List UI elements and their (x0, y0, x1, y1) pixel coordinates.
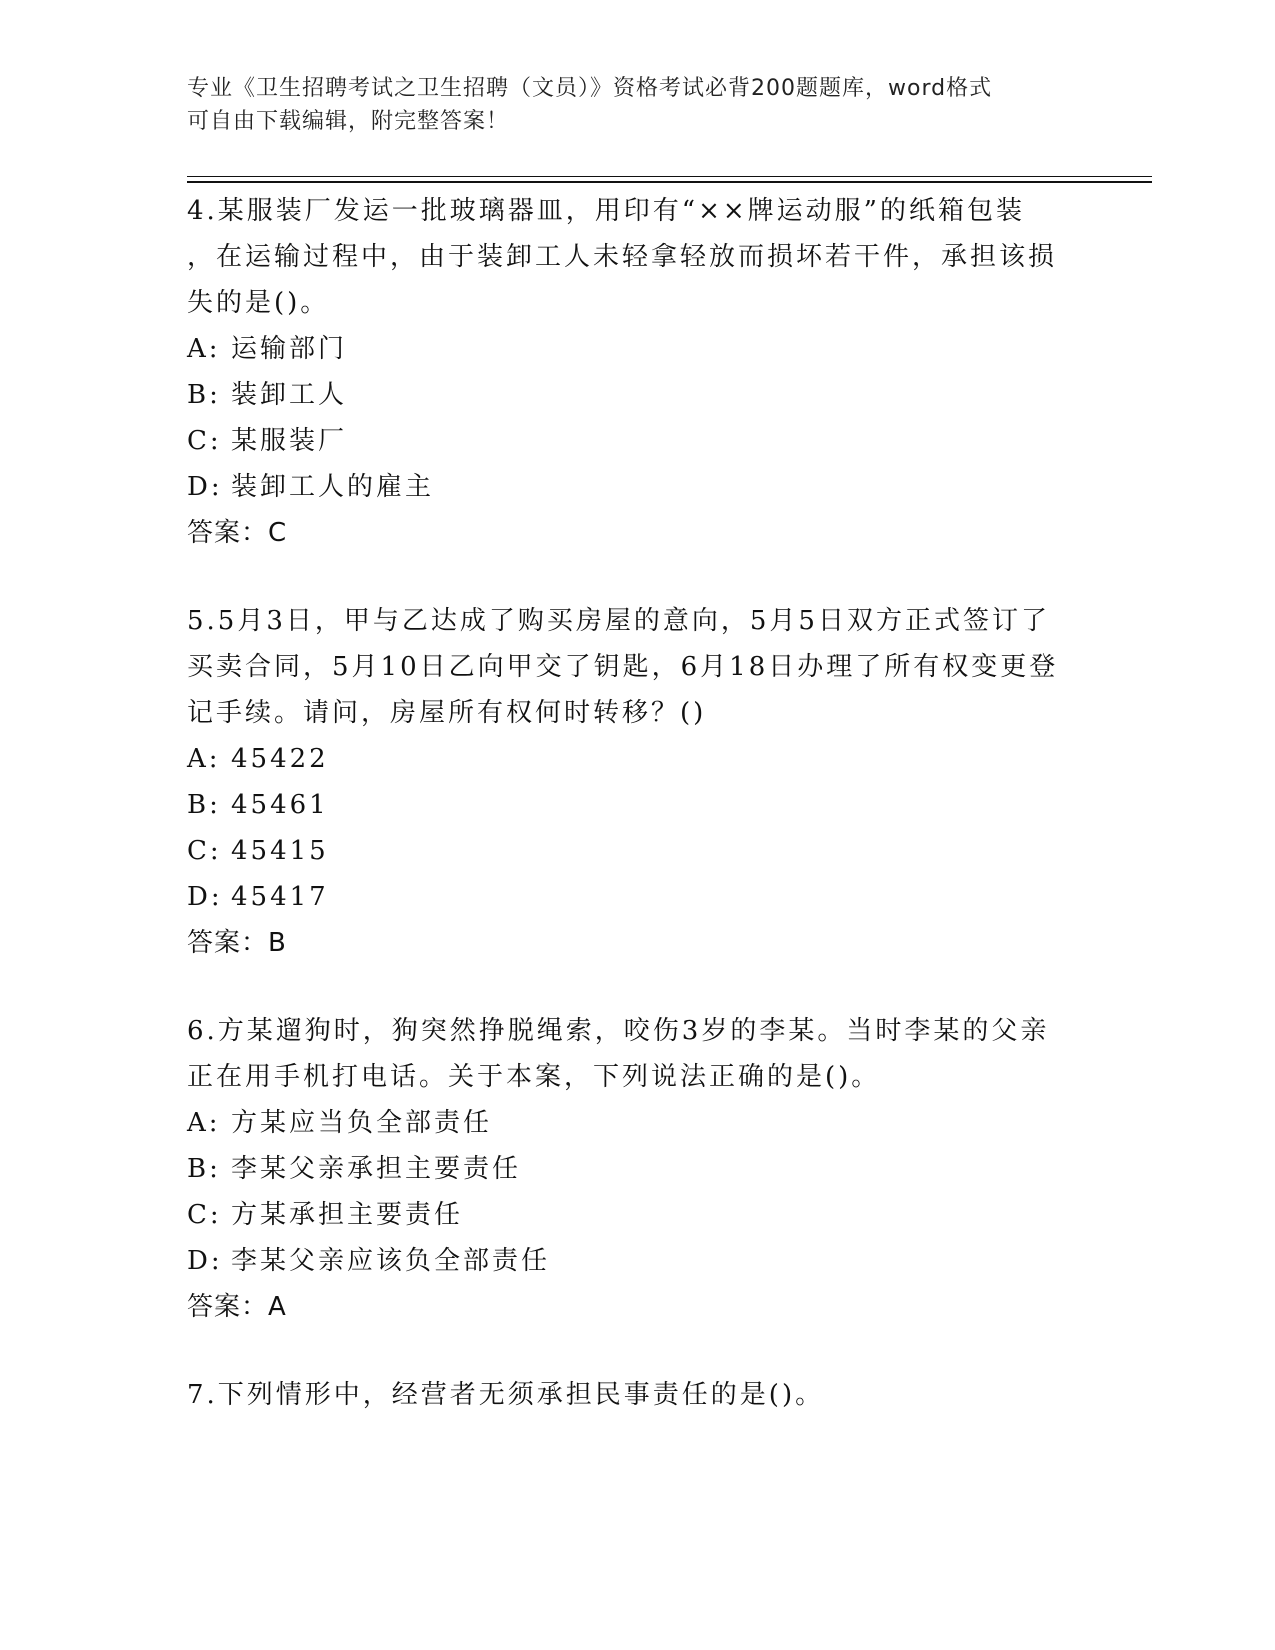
question-text-line: 4.某服装厂发运一批玻璃器皿，用印有“××牌运动服”的纸箱包装 (187, 196, 1025, 226)
question-text-line: 6.方某遛狗时，狗突然挣脱绳索，咬伤3岁的李某。当时李某的父亲 (187, 1016, 1050, 1046)
option-text: 45461 (231, 790, 329, 820)
option-text: 李某父亲承担主要责任 (231, 1154, 522, 1184)
option-b (187, 372, 1067, 418)
option-key: C: (187, 426, 222, 456)
option-key: C: (187, 1200, 222, 1230)
option-c (187, 418, 1067, 464)
option-text: 装卸工人的雇主 (231, 472, 435, 502)
question-text-line: 失的是()。 (187, 288, 330, 318)
option-b (187, 1146, 1067, 1192)
option-text: 装卸工人 (231, 380, 348, 410)
question-7 (187, 1372, 1067, 1418)
document-header (187, 72, 1067, 138)
option-d (187, 874, 1067, 920)
option-key: B: (187, 1154, 221, 1184)
option-key: B: (187, 790, 221, 820)
option-text: 45415 (231, 836, 329, 866)
option-text: 李某父亲应该负全部责任 (231, 1246, 551, 1276)
header-divider-thin (187, 176, 1152, 177)
question-4 (187, 188, 1067, 556)
option-key: D: (187, 882, 223, 912)
option-a (187, 736, 1067, 782)
option-a (187, 326, 1067, 372)
question-5 (187, 598, 1067, 966)
option-c (187, 828, 1067, 874)
question-text-line: 记手续。请问，房屋所有权何时转移？() (187, 698, 707, 728)
header-divider-thick (187, 181, 1152, 183)
option-key: C: (187, 836, 222, 866)
option-text: 方某应当负全部责任 (231, 1108, 493, 1138)
option-key: A: (187, 1108, 221, 1138)
answer-line: 答案：C (187, 518, 288, 548)
option-a (187, 1100, 1067, 1146)
answer-line: 答案：B (187, 928, 287, 958)
question-text-line: 正在用手机打电话。关于本案，下列说法正确的是()。 (187, 1062, 881, 1092)
option-text: 运输部门 (231, 334, 348, 364)
option-text: 方某承担主要责任 (231, 1200, 464, 1230)
option-text: 45422 (231, 744, 329, 774)
option-d (187, 1238, 1067, 1284)
header-title-line-2: 可自由下载编辑，附完整答案！ (187, 109, 510, 134)
option-key: A: (187, 334, 221, 364)
option-key: D: (187, 472, 223, 502)
option-b (187, 782, 1067, 828)
option-text: 某服装厂 (231, 426, 348, 456)
answer-line: 答案：A (187, 1292, 287, 1322)
option-c (187, 1192, 1067, 1238)
header-title-line-1: 专业《卫生招聘考试之卫生招聘（文员）》资格考试必背200题题库，word格式 (187, 76, 993, 101)
question-text-line: 5.5月3日，甲与乙达成了购买房屋的意向，5月5日双方正式签订了 (187, 606, 1050, 636)
option-key: A: (187, 744, 221, 774)
question-text-line: 买卖合同，5月10日乙向甲交了钥匙，6月18日办理了所有权变更登 (187, 652, 1059, 682)
option-text: 45417 (231, 882, 329, 912)
question-text-line: 7.下列情形中，经营者无须承担民事责任的是()。 (187, 1380, 825, 1410)
option-key: D: (187, 1246, 223, 1276)
question-text-line: ，在运输过程中，由于装卸工人未轻拿轻放而损坏若干件，承担该损 (187, 242, 1058, 272)
option-key: B: (187, 380, 221, 410)
option-d (187, 464, 1067, 510)
question-6 (187, 1008, 1067, 1330)
